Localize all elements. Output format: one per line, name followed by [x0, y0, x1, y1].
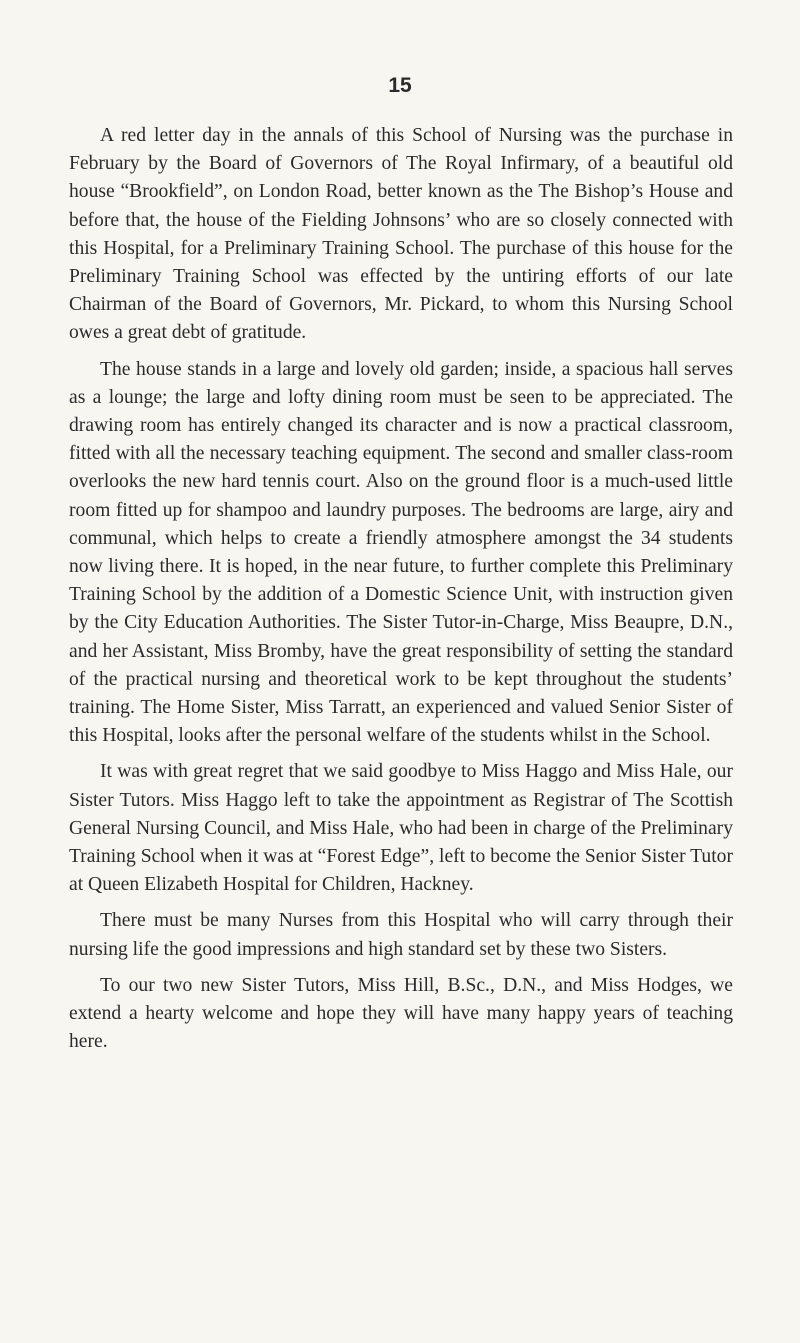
paragraph-house-description: The house stands in a large and lovely old garden; inside, a spacious hall serves as a lounge; the large and lofty dining room must be seen to be appreciated. The drawing room has entirely changed its character and is now a practical classroom, fitted with all the necessary teaching equipment. The second and smaller class-room overlooks the new hard tennis court. Also on the ground floor is a much-used little room fitted up for shampoo and laundry purposes. The bedrooms are large, airy and communal, which helps to create a friendly atmosphere amongst the 34 students now living there. It is hoped, in the near future, to further complete this Preliminary Training School by the addition of a Domestic Science Unit, with instruction given by the City Education Authorities. The Sister Tutor-in-Charge, Miss Beaupre, D.N., and her Assistant, Miss Bromby, have the great responsibility of setting the standard of the practical nursing and theoretical work to be kept throughout the students’ training. The Home Sister, Miss Tarratt, an experienced and valued Senior Sister of this Hospital, looks after the personal welfare of the students whilst in the School. — [69, 358, 733, 747]
paragraph-prts-purchase: A red letter day in the annals of this School of Nursing was the purchase in February by the Board of Governors of The Royal Infirmary, of a beautiful old house “Brookfield”, on London Road, better known as the The Bishop’s House and before that, the house of the Fielding Johnsons’ who are so closely connected with this Hospital, for a Preliminary Training School. The purchase of this house for the Preliminary Training School was effected by the untiring efforts of our late Chairman of the Board of Governors, Mr. Pickard, to whom this Nursing School owes a great debt of gratitude. — [69, 125, 733, 344]
page-number: 15 — [388, 74, 412, 97]
paragraph-new-tutors-welcome: To our two new Sister Tutors, Miss Hill, B.Sc., D.N., and Miss Hodges, we extend a hearty welcome and hope they will have many happy years of teaching here. — [69, 974, 733, 1053]
body-text — [69, 122, 733, 1065]
paragraph-nurses-impressions: There must be many Nurses from this Hospital who will carry through their nursing life the good impressions and high standard set by these two Sisters. — [69, 910, 733, 960]
paragraph-sister-tutors-farewell: It was with great regret that we said goodbye to Miss Haggo and Miss Hale, our Sister Tutors. Miss Haggo left to take the appointment as Registrar of The Scottish General Nursing Council, and Miss Hale, who had been in charge of the Preliminary Training School when it was at “Forest Edge”, left to become the Senior Sister Tutor at Queen Elizabeth Hospital for Children, Hackney. — [69, 761, 733, 896]
